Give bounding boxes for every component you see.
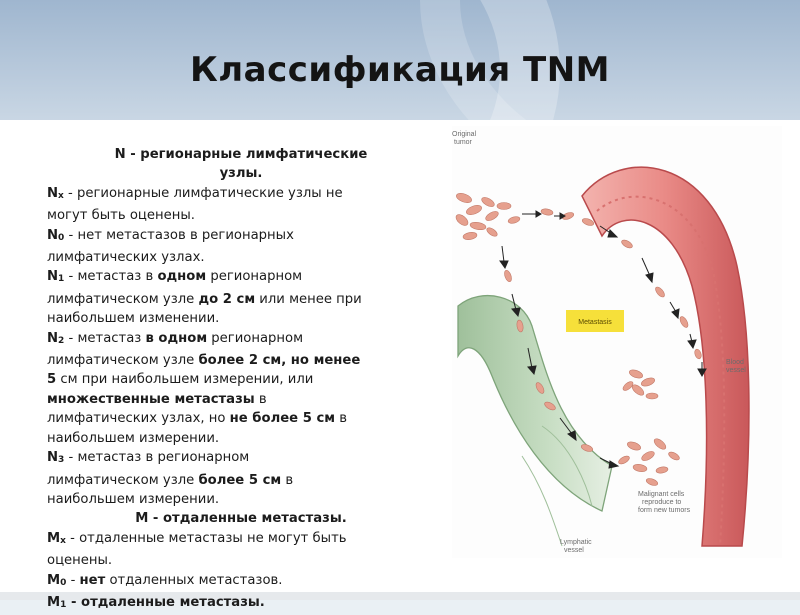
n-heading-line: N - регионарные лимфатические — [114, 147, 368, 162]
n2-emphasis: множественные метастазы — [47, 391, 255, 407]
nx-sub: x — [58, 190, 64, 201]
n2-text: наибольшем измерении. — [47, 430, 220, 446]
lymphatic-vessel-label: vessel — [564, 547, 584, 554]
m0-sub: 0 — [60, 577, 67, 588]
n2-item — [47, 329, 435, 448]
m0-text: отдаленных метастазов. — [105, 572, 283, 588]
n-heading-line: узлы. — [219, 166, 263, 182]
n0-text: лимфатических узлах. — [47, 250, 205, 266]
m0-code: M — [47, 572, 61, 588]
n1-item — [47, 267, 435, 328]
m1-sub: 1 — [60, 599, 67, 610]
metastasis-illustration — [452, 126, 782, 558]
blood-vessel-label: Blood — [726, 359, 744, 366]
n2-emphasis: более 2 см, но менее — [198, 353, 361, 369]
metastasis-label: Metastasis — [578, 319, 612, 326]
n3-emphasis: более 5 см — [198, 472, 282, 488]
n2-emphasis: в одном — [145, 330, 208, 346]
n2-text: регионарном — [207, 330, 304, 346]
tnm-text — [47, 145, 435, 615]
n1-text: - метастаз в — [64, 269, 158, 285]
n3-text: - метастаз в регионарном — [64, 450, 250, 466]
slide-title: Классификация TNM — [189, 50, 611, 90]
n0-sub: 0 — [58, 232, 65, 243]
original-tumor-label: tumor — [454, 139, 472, 146]
n2-text: - метастаз — [64, 330, 146, 346]
n0-text: - нет метастазов в регионарных — [64, 227, 294, 243]
nx-item — [47, 184, 435, 226]
mx-code: M — [47, 530, 61, 546]
n-heading — [47, 145, 435, 184]
nx-text: - регионарные лимфатические узлы не — [63, 185, 343, 201]
n1-emphasis: одном — [157, 269, 207, 285]
n3-code: N — [47, 450, 59, 466]
n2-text: в — [254, 391, 267, 407]
m-heading: М - отдаленные метастазы. — [135, 511, 347, 527]
m1-code: M — [47, 594, 61, 610]
mx-sub: x — [60, 535, 66, 546]
malignant-cells-label: form new tumors — [638, 507, 691, 514]
m1-text: - отдаленные метастазы. — [66, 594, 265, 610]
n0-item — [47, 226, 435, 268]
malignant-cells-label: Malignant cells — [638, 491, 685, 498]
n3-text: наибольшем измерении. — [47, 491, 220, 507]
n1-text: или менее при — [255, 291, 362, 307]
nx-text: могут быть оценены. — [47, 208, 195, 224]
n1-sub: 1 — [58, 274, 65, 285]
n1-emphasis: до 2 см — [198, 291, 256, 307]
n2-code: N — [47, 330, 59, 346]
n0-code: N — [47, 227, 59, 243]
metastasis-figure — [452, 126, 782, 558]
n2-text: в — [335, 411, 348, 427]
n2-sub: 2 — [58, 335, 65, 346]
mx-item — [47, 529, 435, 571]
original-tumor — [454, 192, 521, 241]
n2-emphasis: 5 — [47, 372, 57, 388]
mx-text: - отдаленные метастазы не могут быть — [65, 530, 347, 546]
m0-item — [47, 571, 435, 593]
new-tumor-lymph — [617, 437, 680, 487]
n3-sub: 3 — [58, 455, 65, 466]
n2-emphasis: не более 5 см — [229, 411, 336, 427]
n2-text: см при наибольшем измерении, или — [56, 372, 314, 388]
n3-item — [47, 448, 435, 509]
n3-text: лимфатическом узле — [47, 472, 199, 488]
n1-text: регионарном — [206, 269, 303, 285]
n2-text: лимфатических узлах, но — [47, 411, 230, 427]
n2-text: лимфатическом узле — [47, 353, 199, 369]
blood-vessel-label: vessel — [726, 367, 746, 374]
mx-text: оценены. — [47, 553, 113, 569]
original-tumor-label: Original — [452, 131, 477, 138]
n3-text: в — [281, 472, 294, 488]
n1-code: N — [47, 269, 59, 285]
m1-item — [47, 593, 435, 615]
m0-emphasis: нет — [79, 572, 106, 588]
lymphatic-vessel-label: Lymphatic — [560, 539, 592, 546]
nx-code: N — [47, 185, 59, 201]
n1-text: лимфатическом узле — [47, 291, 199, 307]
n1-text: наибольшем изменении. — [47, 311, 220, 327]
m0-text: - — [66, 572, 80, 588]
new-tumor-blood — [621, 368, 658, 399]
malignant-cells-label: reproduce to — [642, 499, 682, 506]
